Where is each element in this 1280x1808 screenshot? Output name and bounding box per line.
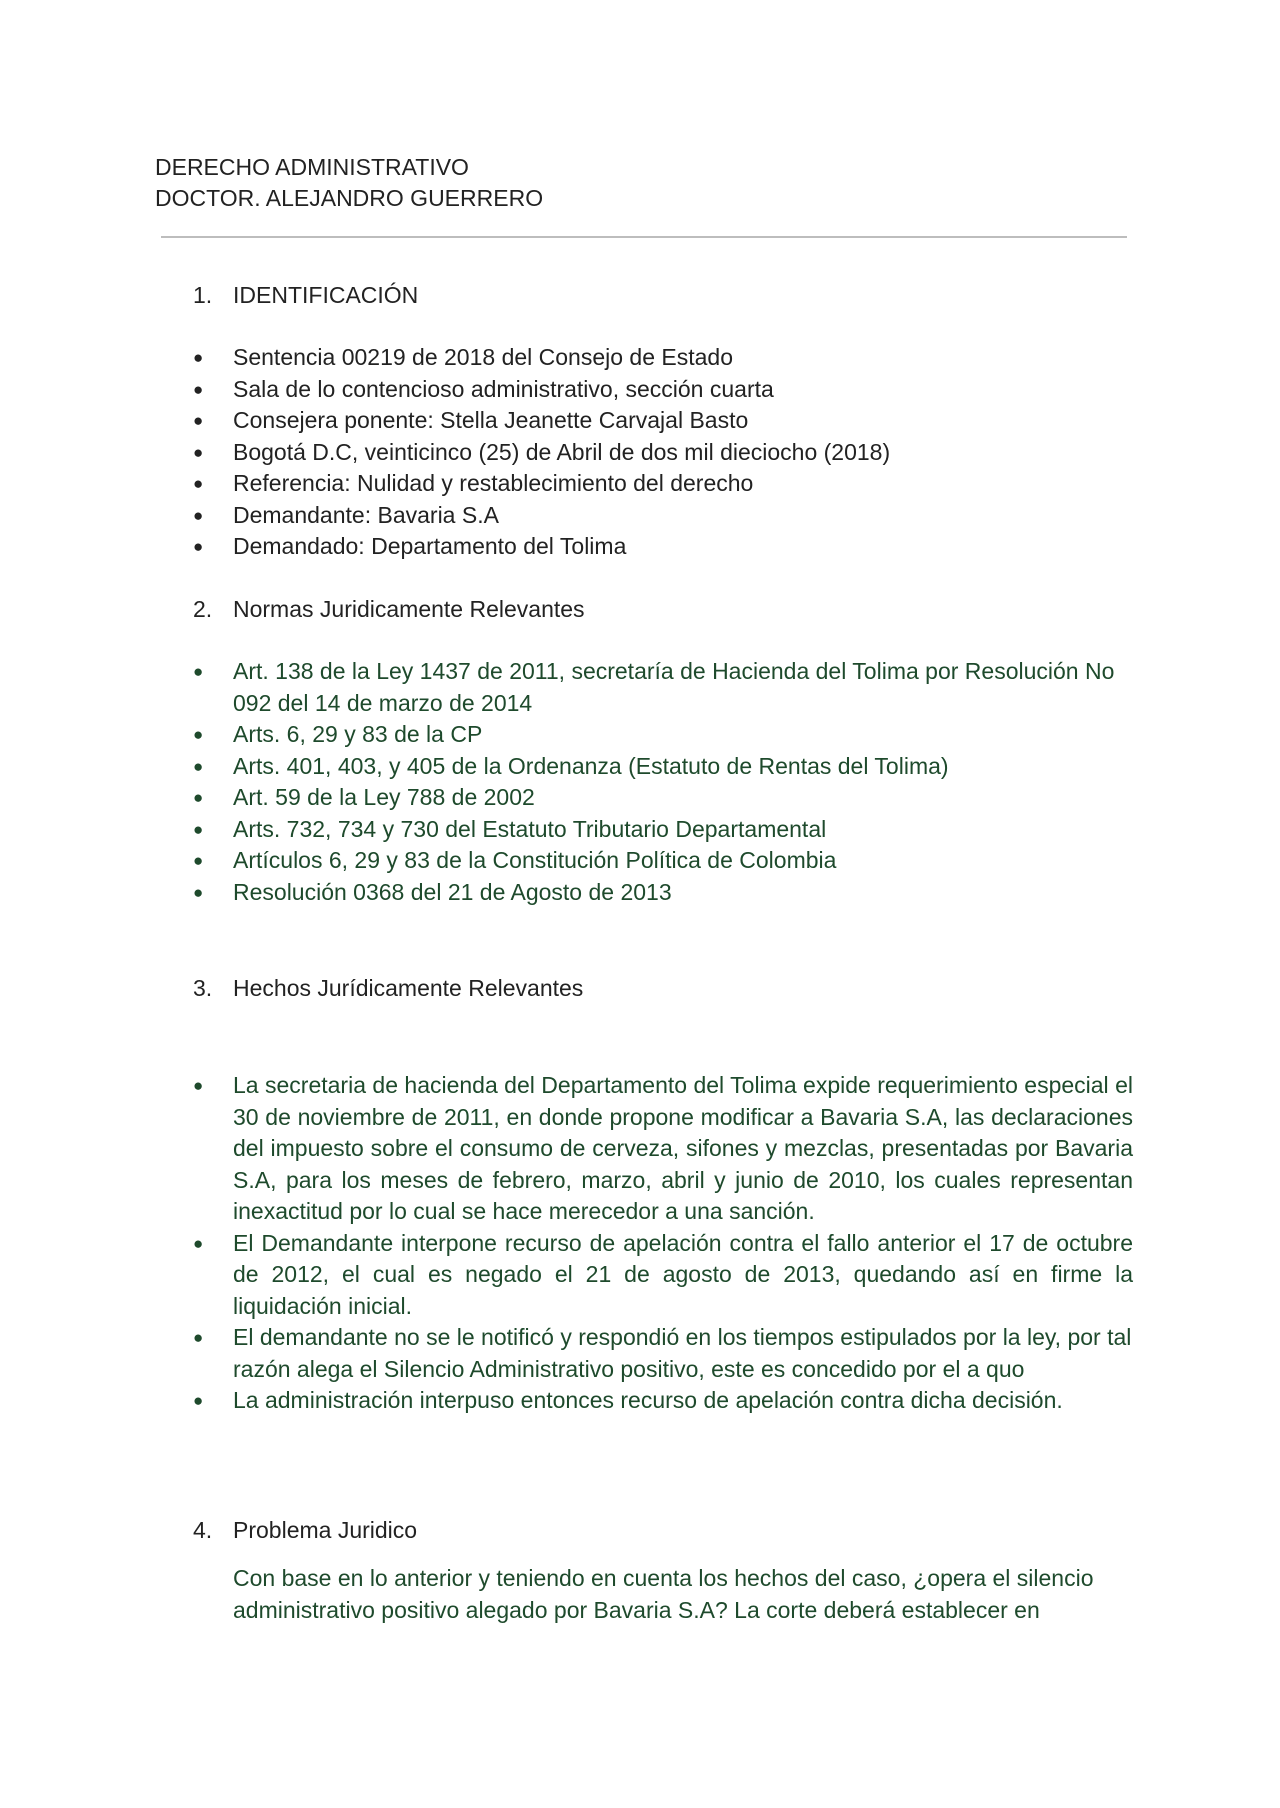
section-title: Normas Juridicamente Relevantes (233, 596, 585, 622)
list-item: ● Consejera ponente: Stella Jeanette Carvajal Basto (193, 405, 1133, 437)
list-item: ● Demandante: Bavaria S.A (193, 500, 1133, 532)
bullet-icon: ● (193, 725, 204, 744)
section-3-heading (193, 973, 583, 1004)
section-title: Problema Juridico (233, 1517, 418, 1543)
list-item: ● Resolución 0368 del 21 de Agosto de 2013 (193, 877, 1133, 909)
bullet-icon: ● (193, 379, 204, 399)
section-4-paragraph: Con base en lo anterior y teniendo en cuenta los hechos del caso, ¿opera el silencio administrativo positivo alegado por Bavaria S.A? La corte deberá establecer en (233, 1565, 1094, 1623)
section-title: IDENTIFICACIÓN (233, 282, 419, 308)
document-header (155, 152, 543, 214)
bullet-icon: ● (193, 1328, 204, 1347)
list-item: ● Arts. 6, 29 y 83 de la CP (193, 719, 1133, 751)
list-item: ● Art. 138 de la Ley 1437 de 2011, secretaría de Hacienda del Tolima por Resolución No 092 del 14 de marzo de 2014 (193, 658, 1115, 716)
list-item: ● Art. 59 de la Ley 788 de 2002 (193, 782, 1133, 814)
bullet-icon: ● (193, 411, 204, 430)
bullet-icon: ● (193, 819, 204, 839)
bullet-icon: ● (193, 1233, 204, 1253)
section-title: Hechos Jurídicamente Relevantes (233, 975, 584, 1001)
list-item: ● Sentencia 00219 de 2018 del Consejo de Estado (193, 342, 1133, 374)
section-1-heading (193, 280, 418, 311)
list-item: ● Arts. 401, 403, y 405 de la Ordenanza (Estatuto de Rentas del Tolima) (193, 751, 1133, 783)
list-item: ● Artículos 6, 29 y 83 de la Constitución Política de Colombia (193, 845, 1133, 877)
section-number: 3. (193, 975, 213, 1001)
course-title: DERECHO ADMINISTRATIVO (155, 154, 469, 180)
bullet-icon: ● (193, 348, 204, 367)
section-number: 4. (193, 1517, 213, 1543)
section-4-heading (193, 1515, 417, 1546)
list-item: ● Bogotá D.C, veinticinco (25) de Abril de dos mil dieciocho (2018) (193, 437, 1133, 469)
section-2-heading (193, 594, 585, 625)
section-1-list (193, 342, 1133, 563)
section-number: 1. (193, 282, 213, 308)
professor-name: DOCTOR. ALEJANDRO GUERRERO (155, 185, 544, 211)
bullet-icon: ● (193, 756, 204, 776)
list-item: ● Referencia: Nulidad y restablecimiento del derecho (193, 468, 1133, 500)
bullet-icon: ● (193, 788, 204, 807)
bullet-icon: ● (193, 537, 204, 556)
list-item: ● Demandado: Departamento del Tolima (193, 531, 1133, 563)
bullet-icon: ● (193, 662, 204, 681)
bullet-icon: ● (193, 882, 204, 902)
bullet-icon: ● (193, 474, 204, 493)
section-number: 2. (193, 596, 213, 622)
list-item: ● Arts. 732, 734 y 730 del Estatuto Tributario Departamental (193, 814, 1133, 846)
list-item: ● Sala de lo contencioso administrativo, sección cuarta (193, 374, 1133, 406)
list-item: ● El Demandante interpone recurso de apelación contra el fallo anterior el 17 de octubre de 2012, el cual es negado el 21 de agosto de 2013, quedando así en firme la liquidación inicial. (193, 1229, 1133, 1319)
list-item: ● La administración interpuso entonces recurso de apelación contra dicha decisión. (193, 1385, 1133, 1417)
list-item: ● El demandante no se le notificó y respondió en los tiempos estipulados por la ley, por tal razón alega el Silencio Administrativo positivo, este es concedido por el a quo (193, 1324, 1132, 1382)
list-item: ● La secretaria de hacienda del Departamento del Tolima expide requerimiento especial el 30 de noviembre de 2011, en donde propone modificar a Bavaria S.A, las declaraciones del impuesto sobre el consumo de cerveza, sifones y mezclas, presentadas por Bavaria S.A, para los meses de febrero, marzo, abril y junio de 2010, los cuales representan inexactitud por lo cual se hace merecedor a una sanción. (193, 1072, 1133, 1224)
bullet-icon: ● (193, 505, 204, 525)
header-divider (161, 236, 1127, 238)
bullet-icon: ● (193, 851, 204, 870)
section-2-list (193, 656, 1133, 908)
bullet-icon: ● (193, 1391, 204, 1410)
bullet-icon: ● (193, 1076, 204, 1095)
bullet-icon: ● (193, 442, 204, 462)
section-3-list (193, 1070, 1133, 1417)
